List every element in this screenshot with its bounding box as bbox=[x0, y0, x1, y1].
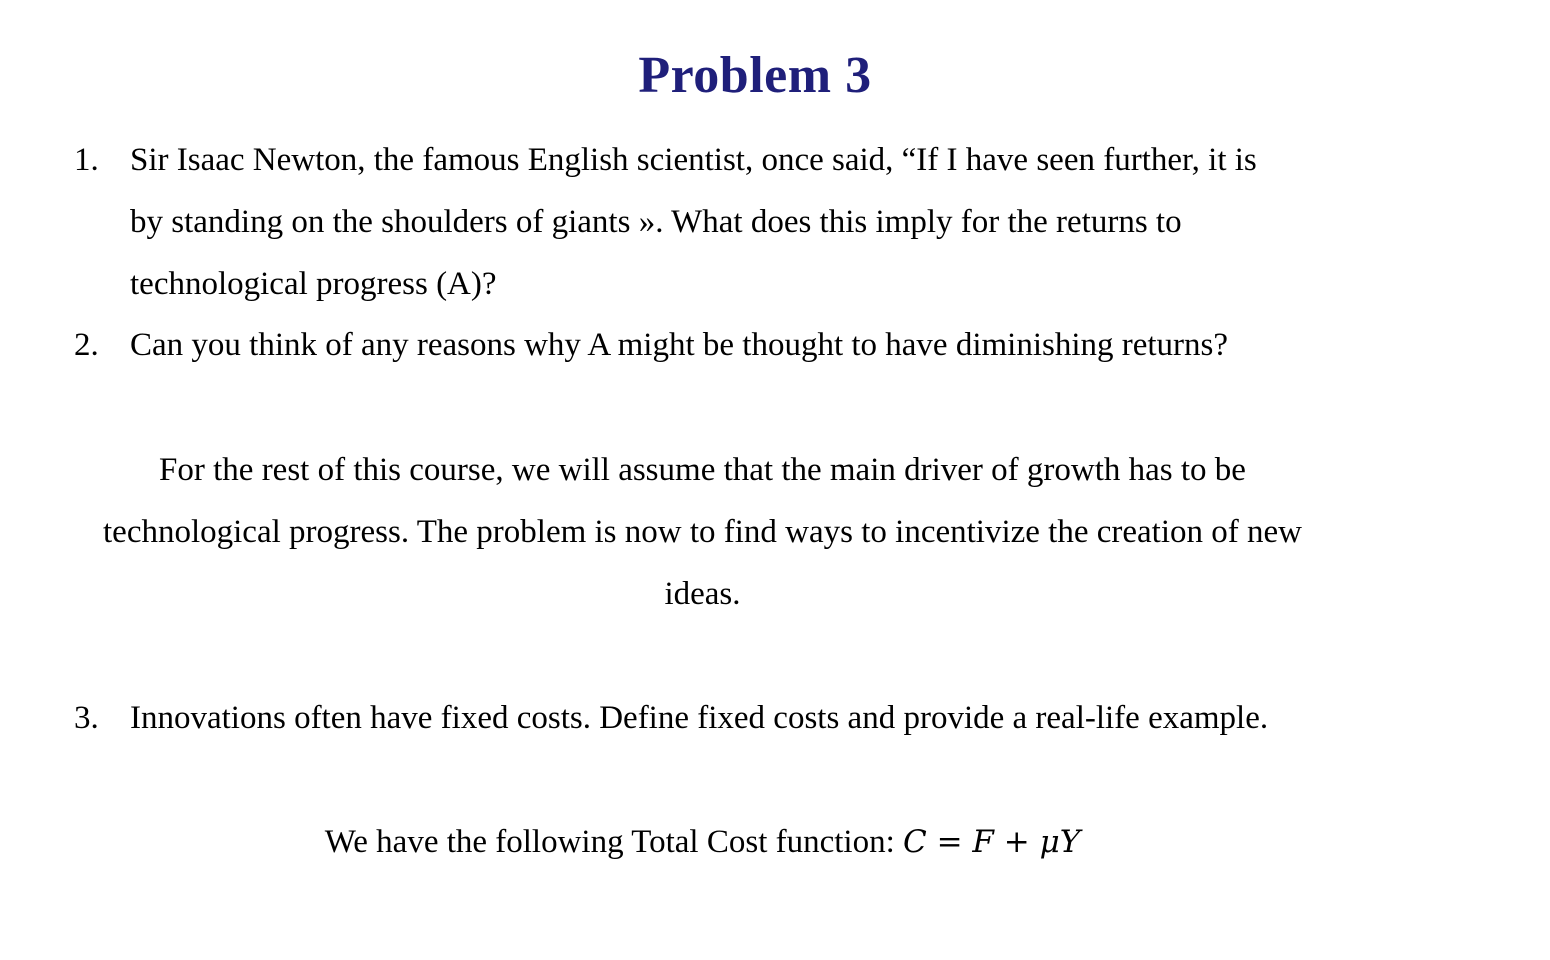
question-1-line-3: technological progress (A)? bbox=[130, 266, 497, 302]
question-1-line-1: Sir Isaac Newton, the famous English scientist, once said, “If I have seen further, it is bbox=[130, 142, 1257, 178]
question-2-line-1: Can you think of any reasons why A might be thought to have diminishing returns? bbox=[130, 327, 1229, 363]
page-title: Problem 3 bbox=[638, 47, 872, 104]
paragraph-line-3: ideas. bbox=[664, 576, 741, 612]
cost-function-label: We have the following Total Cost function: bbox=[324, 824, 895, 860]
question-2-number: 2. bbox=[74, 327, 99, 363]
question-3-number: 3. bbox=[74, 700, 99, 736]
question-1-number: 1. bbox=[74, 142, 99, 178]
question-3-line-1: Innovations often have fixed costs. Define fixed costs and provide a real-life example. bbox=[130, 700, 1269, 736]
cost-function-statement bbox=[0, 822, 1405, 862]
question-1-line-2: by standing on the shoulders of giants ». What does this imply for the returns to bbox=[130, 204, 1182, 240]
paragraph-line-1: For the rest of this course, we will assume that the main driver of growth has to be bbox=[159, 452, 1246, 488]
cost-function-formula: C = F + μY bbox=[903, 824, 1081, 860]
paragraph-line-2: technological progress. The problem is now to find ways to incentivize the creation of new bbox=[103, 514, 1302, 550]
